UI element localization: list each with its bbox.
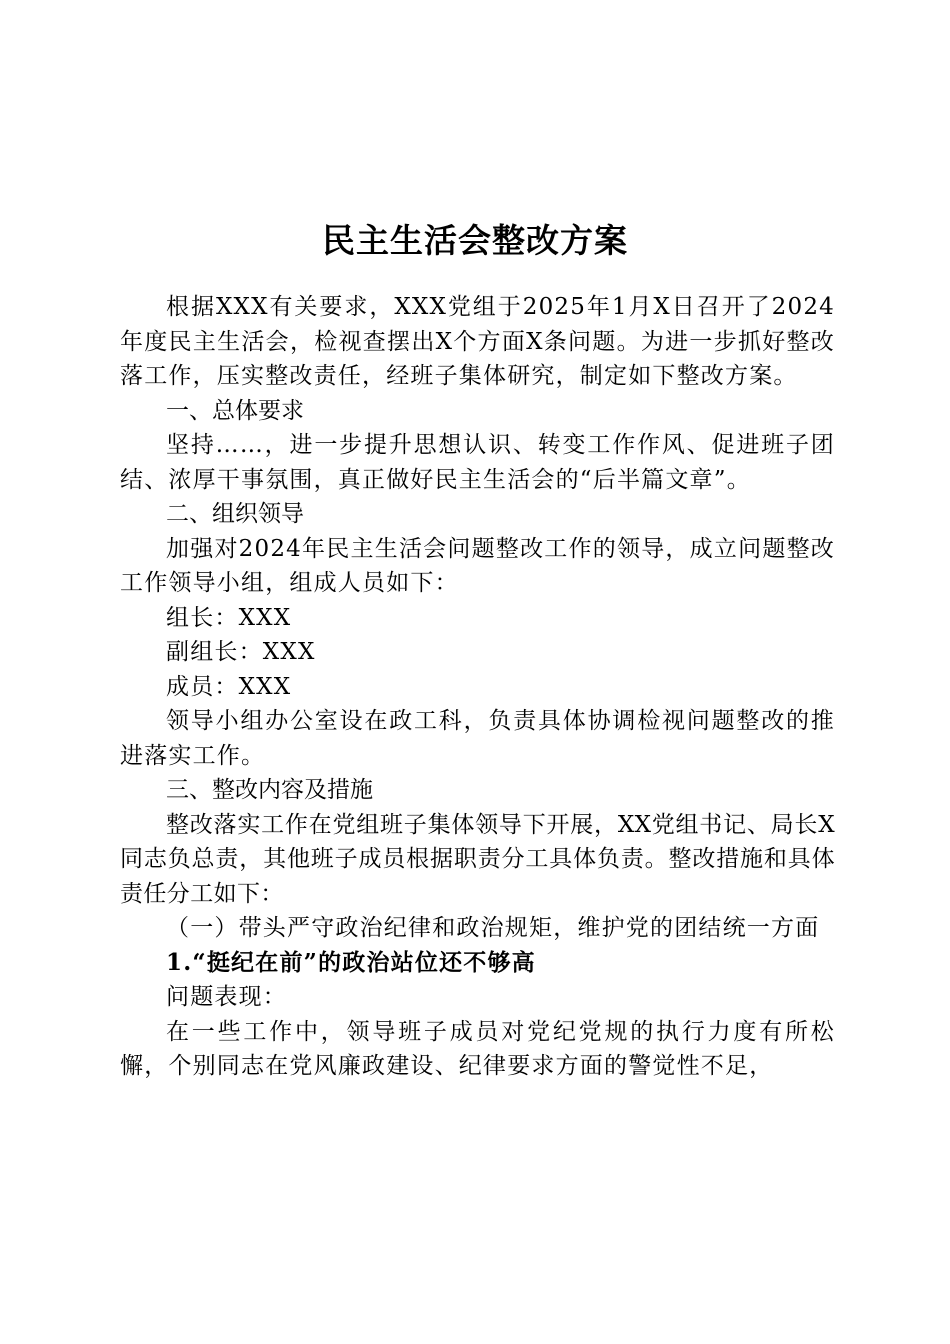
document-body [120, 290, 835, 1084]
problem-label: 问题表现： [166, 984, 287, 1010]
section-heading-rectification-measures: 三、整改内容及措施 [166, 777, 373, 803]
deputy-leader-line: 副组长：XXX [166, 639, 316, 665]
intro-paragraph: 根据XXX有关要求，XXX党组于2025年1月X日召开了2024年度民主生活会，检视查摆出X个方面X条问题。为进一步抓好整改落工作，压实整改责任，经班子集体研究，制定如下整改方案。 [120, 294, 835, 389]
general-requirements-paragraph: 坚持……，进一步提升思想认识、转变工作作风、促进班子团结、浓厚干事氛围，真正做好民主生活会的“后半篇文章”。 [120, 432, 835, 493]
office-paragraph: 领导小组办公室设在政工科，负责具体协调检视问题整改的推进落实工作。 [120, 708, 835, 769]
page-title: 民主生活会整改方案 [322, 221, 628, 261]
problem-description-paragraph: 在一些工作中，领导班子成员对党纪党规的执行力度有所松懈，个别同志在党风廉政建设、纪律要求方面的警觉性不足， [120, 1018, 835, 1079]
item-heading-discipline-first: 1.“挺纪在前”的政治站位还不够高 [166, 948, 536, 976]
section-heading-general-requirements: 一、总体要求 [166, 397, 304, 424]
subsection-heading-political-discipline: （一）带头严守政治纪律和政治规矩，维护党的团结统一方面 [166, 915, 820, 941]
section-heading-organization: 二、组织领导 [166, 501, 304, 527]
team-leader-line: 组长：XXX [166, 604, 292, 631]
members-line: 成员：XXX [166, 673, 292, 700]
rectification-paragraph: 整改落实工作在党组班子集体领导下开展，XX党组书记、局长X同志负总责，其他班子成员根据职责分工具体负责。整改措施和具体责任分工如下： [120, 811, 835, 907]
organization-paragraph: 加强对2024年民主生活会问题整改工作的领导，成立问题整改工作领导小组，组成人员如下： [120, 535, 835, 596]
